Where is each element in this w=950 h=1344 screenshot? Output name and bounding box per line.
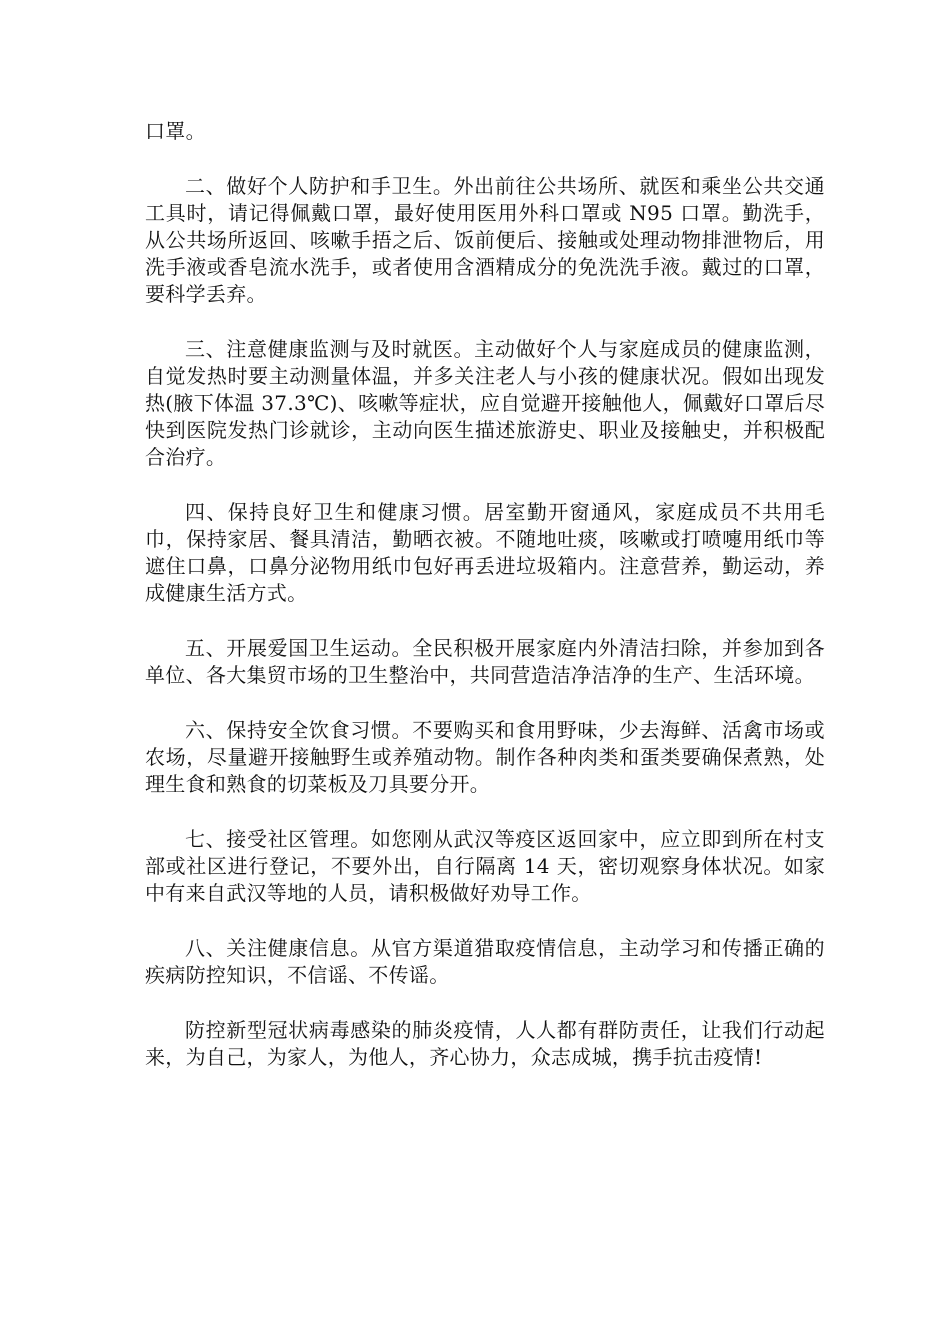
paragraph-health-monitoring: 三、注意健康监测与及时就医。主动做好个人与家庭成员的健康监测，自觉发热时要主动测量体温，并多关注老人与小孩的健康状况。假如出现发热(腋下体温 37.3℃)、咳嗽等症状，应自觉避开接触他人，佩戴好口罩后尽快到医院发热门诊就诊，主动向医生描述旅游史、职业及接触史，并积极配合治疗。 [145, 337, 825, 469]
paragraph-food-safety: 六、保持安全饮食习惯。不要购买和食用野味，少去海鲜、活禽市场或农场，尽量避开接触野生或养殖动物。制作各种肉类和蛋类要确保煮熟，处理生食和熟食的切菜板及刀具要分开。 [145, 718, 825, 796]
paragraph-personal-protection: 二、做好个人防护和手卫生。外出前往公共场所、就医和乘坐公共交通工具时，请记得佩戴口罩，最好使用医用外科口罩或 N95 口罩。勤洗手，从公共场所返回、咳嗽手捂之后、饭前便后、接触或处理动物排泄物后，用洗手液或香皂流水洗手，或者使用含酒精成分的免洗洗手液。戴过的口罩，要科学丢弃。 [145, 174, 825, 306]
paragraph-hygiene-habits: 四、保持良好卫生和健康习惯。居室勤开窗通风，家庭成员不共用毛巾，保持家居、餐具清洁，勤晒衣被。不随地吐痰，咳嗽或打喷嚏用纸巾等遮住口鼻，口鼻分泌物用纸巾包好再丢进垃圾箱内。注意营养，勤运动，养成健康生活方式。 [145, 500, 825, 605]
paragraph-community-management: 七、接受社区管理。如您刚从武汉等疫区返回家中，应立即到所在村支部或社区进行登记，不要外出，自行隔离 14 天，密切观察身体状况。如家中有来自武汉等地的人员，请积极做好劝导工作。 [145, 827, 825, 905]
document-body [145, 118, 825, 1099]
paragraph-continuation: 口罩。 [145, 119, 206, 143]
paragraph-closing: 防控新型冠状病毒感染的肺炎疫情，人人都有群防责任，让我们行动起来，为自己，为家人，为他人，齐心协力，众志成城，携手抗击疫情! [145, 1018, 825, 1069]
paragraph-health-information: 八、关注健康信息。从官方渠道猎取疫情信息，主动学习和传播正确的疾病防控知识，不信谣、不传谣。 [145, 936, 825, 987]
paragraph-sanitation-campaign: 五、开展爱国卫生运动。全民积极开展家庭内外清洁扫除，并参加到各单位、各大集贸市场的卫生整治中，共同营造洁净洁净的生产、生活环境。 [145, 636, 825, 687]
